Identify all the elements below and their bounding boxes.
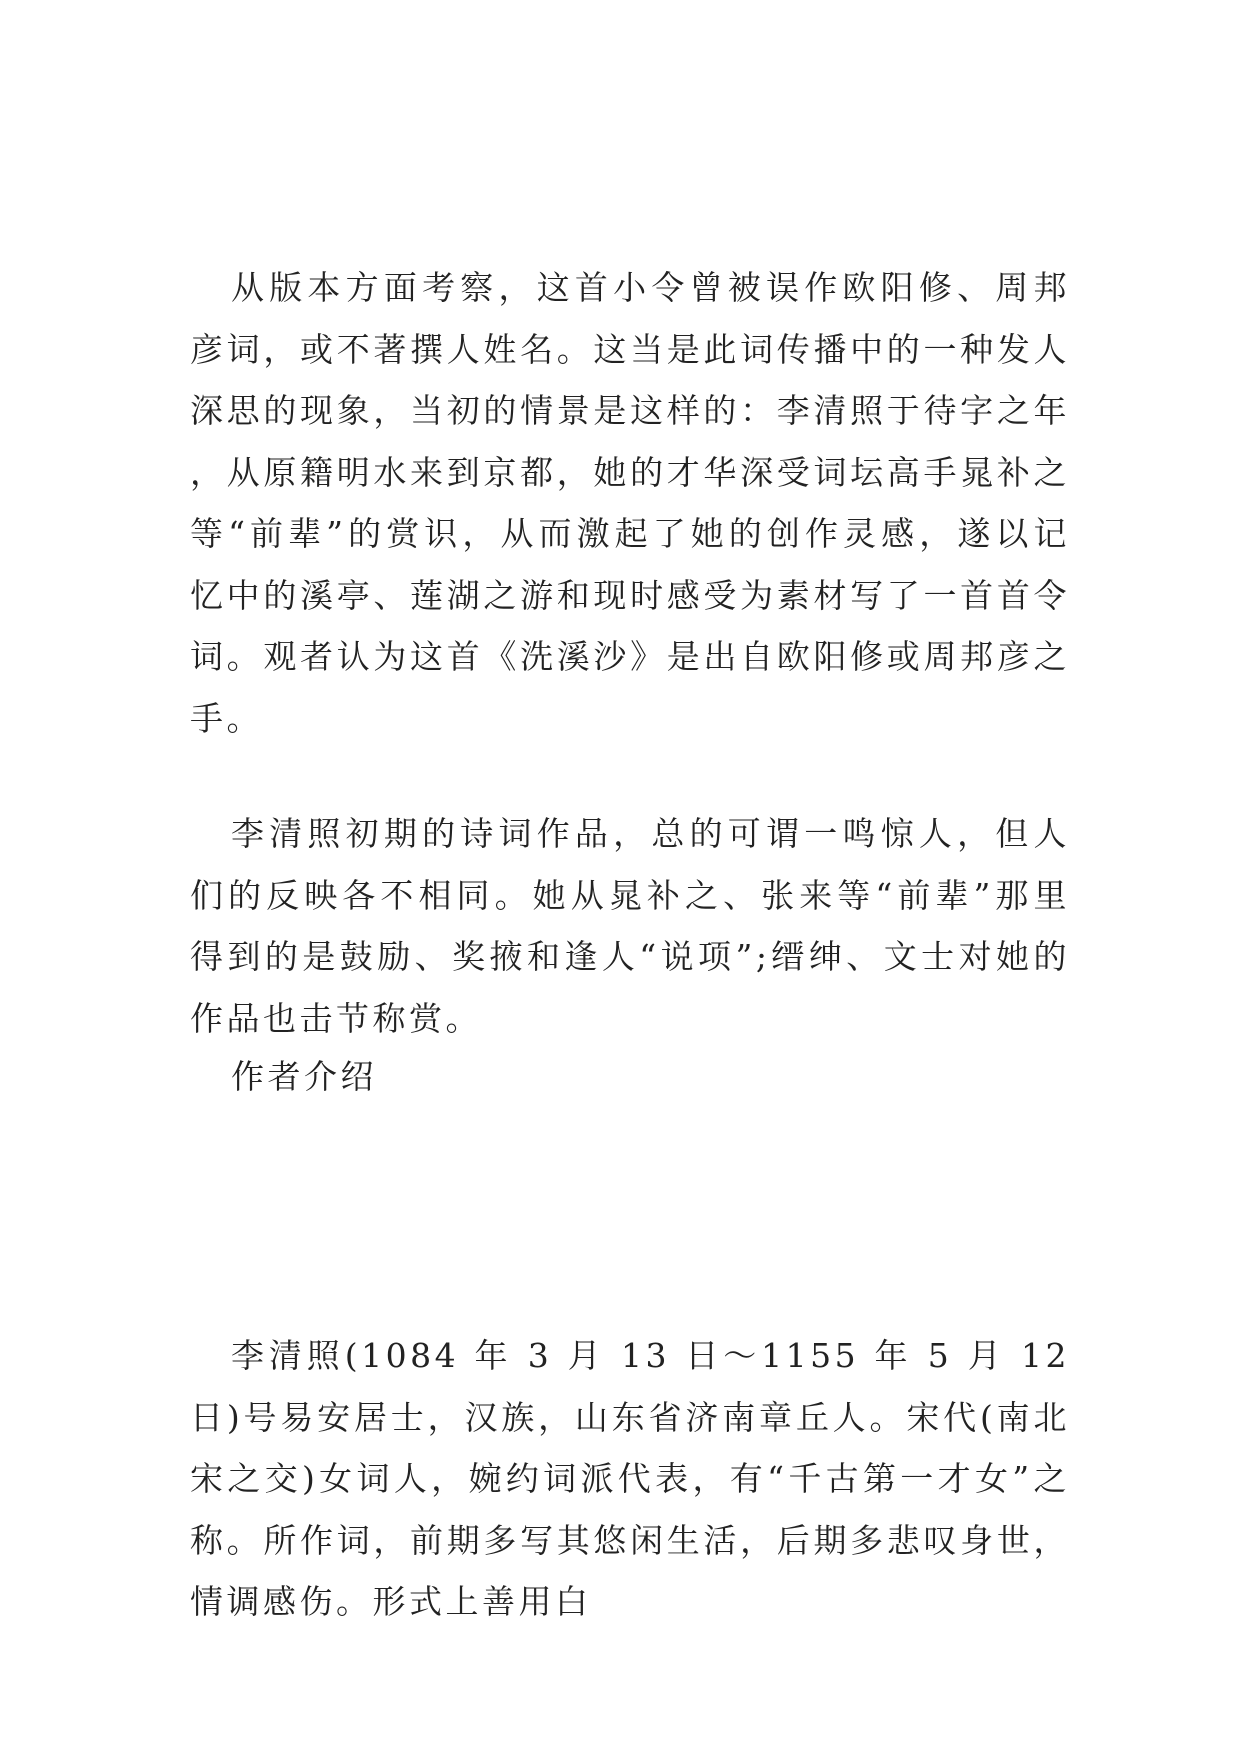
paragraph-author-biography: 李清照(1084 年 3 月 13 日～1155 年 5 月 12 日)号易安居士，汉族，山东省济南章丘人。宋代(南北宋之交)女词人，婉约词派代表，有“千古第一才女”之称。所作词，前期多写其悠闲生活，后期多悲叹身世，情调感伤。形式上善用白 xyxy=(190,1336,1070,1621)
paragraph-authorship-study: 从版本方面考察，这首小令曾被误作欧阳修、周邦彦词，或不著撰人姓名。这当是此词传播中的一种发人深思的现象，当初的情景是这样的：李清照于待字之年，从原籍明水来到京都，她的才华深受词坛高手晁补之等“前辈”的赏识，从而激起了她的创作灵感，遂以记忆中的溪亭、莲湖之游和现时感受为素材写了一首首令词。观者认为这首《洗溪沙》是出自欧阳修或周邦彦之手。 xyxy=(190,268,1070,738)
section-heading-author-intro: 作者介绍 xyxy=(231,1057,377,1096)
paragraph-early-works-reception: 李清照初期的诗词作品，总的可谓一鸣惊人，但人们的反映各不相同。她从晁补之、张来等“前辈”那里得到的是鼓励、奖掖和逢人“说项”;缙绅、文士对她的作品也击节称赏。 xyxy=(190,814,1070,1038)
